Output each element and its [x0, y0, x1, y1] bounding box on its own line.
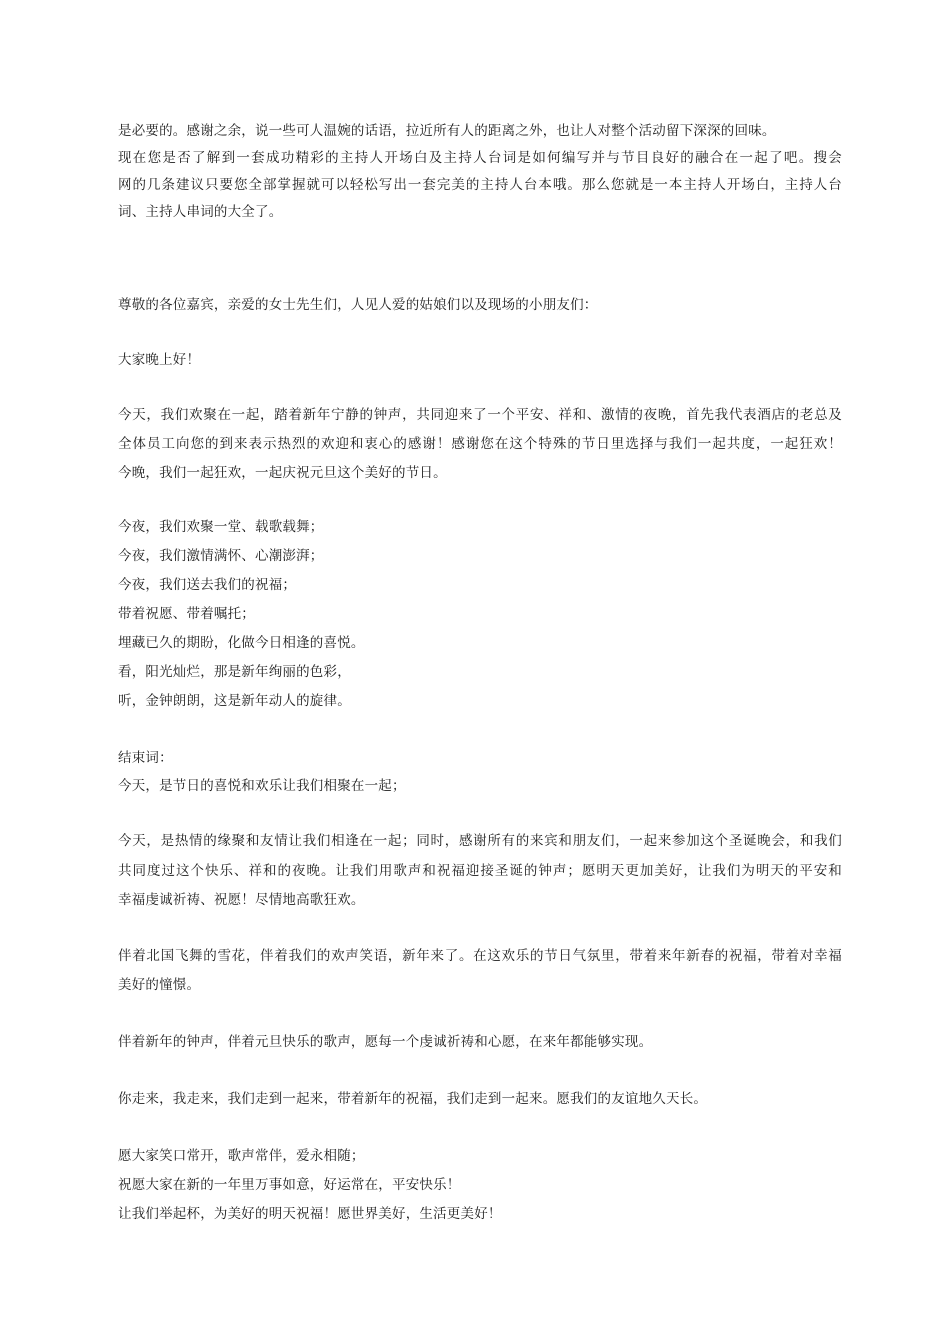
opening-evening: 大家晚上好！ [118, 352, 201, 368]
closing-para1-line-1: 今天，是热情的缘聚和友情让我们相逢在一起；同时，感谢所有的来宾和朋友们，一起来参加这个圣诞晚会，和我们 [118, 833, 842, 849]
poem-line-5: 埋藏已久的期盼，化做今日相逢的喜悦。 [118, 635, 365, 651]
poem-line-6: 看，阳光灿烂，那是新年绚丽的色彩， [118, 664, 351, 680]
closing-para1-line-3: 幸福虔诚祈祷、祝愿！尽情地高歌狂欢。 [118, 892, 365, 908]
intro-line-1: 是必要的。感谢之余，说一些可人温婉的话语，拉近所有人的距离之外，也让人对整个活动留下深深的回味。 [118, 123, 776, 139]
welcome-line-2: 全体员工向您的到来表示热烈的欢迎和衷心的感谢！感谢您在这个特殊的节日里选择与我们一起共度，一起狂欢！ [118, 436, 842, 452]
closing-first-line: 今天，是节日的喜悦和欢乐让我们相聚在一起； [118, 778, 406, 794]
opening-greeting: 尊敬的各位嘉宾，亲爱的女士先生们，人见人爱的姑娘们以及现场的小朋友们： [118, 297, 598, 313]
intro-line-2: 现在您是否了解到一套成功精彩的主持人开场白及主持人台词是如何编写并与节目良好的融合在一起了吧。搜会 [118, 150, 842, 166]
closing-heading: 结束词： [118, 750, 173, 766]
closing-para2-line-2: 美好的憧憬。 [118, 977, 201, 993]
wish-line-1: 愿大家笑口常开，歌声常伴，爱永相随； [118, 1148, 365, 1164]
closing-para2-line-1: 伴着北国飞舞的雪花，伴着我们的欢声笑语，新年来了。在这欢乐的节日气氛里，带着来年新春的祝福，带着对幸福 [118, 948, 842, 964]
wish-line-3: 让我们举起杯，为美好的明天祝福！愿世界美好，生活更美好！ [118, 1206, 502, 1222]
poem-line-7: 听，金钟朗朗，这是新年动人的旋律。 [118, 693, 351, 709]
poem-line-1: 今夜，我们欢聚一堂、载歌载舞； [118, 519, 324, 535]
intro-line-4: 词、主持人串词的大全了。 [118, 204, 283, 220]
poem-line-2: 今夜，我们激情满怀、心潮澎湃； [118, 548, 324, 564]
closing-para4: 你走来，我走来，我们走到一起来，带着新年的祝福，我们走到一起来。愿我们的友谊地久天长。 [118, 1091, 708, 1107]
closing-para1-line-2: 共同度过这个快乐、祥和的夜晚。让我们用歌声和祝福迎接圣诞的钟声；愿明天更加美好，让我们为明天的平安和 [118, 863, 842, 879]
closing-para3: 伴着新年的钟声，伴着元旦快乐的歌声，愿每一个虔诚祈祷和心愿，在来年都能够实现。 [118, 1034, 653, 1050]
welcome-line-1: 今天，我们欢聚在一起，踏着新年宁静的钟声，共同迎来了一个平安、祥和、激情的夜晚，首先我代表酒店的老总及 [118, 407, 842, 423]
welcome-line-3: 今晚，我们一起狂欢，一起庆祝元旦这个美好的节日。 [118, 465, 447, 481]
poem-line-4: 带着祝愿、带着嘱托； [118, 606, 255, 622]
wish-line-2: 祝愿大家在新的一年里万事如意，好运常在，平安快乐！ [118, 1177, 461, 1193]
poem-line-3: 今夜，我们送去我们的祝福； [118, 577, 297, 593]
intro-line-3: 网的几条建议只要您全部掌握就可以轻松写出一套完美的主持人台本哦。那么您就是一本主持人开场白，主持人台 [118, 177, 842, 193]
